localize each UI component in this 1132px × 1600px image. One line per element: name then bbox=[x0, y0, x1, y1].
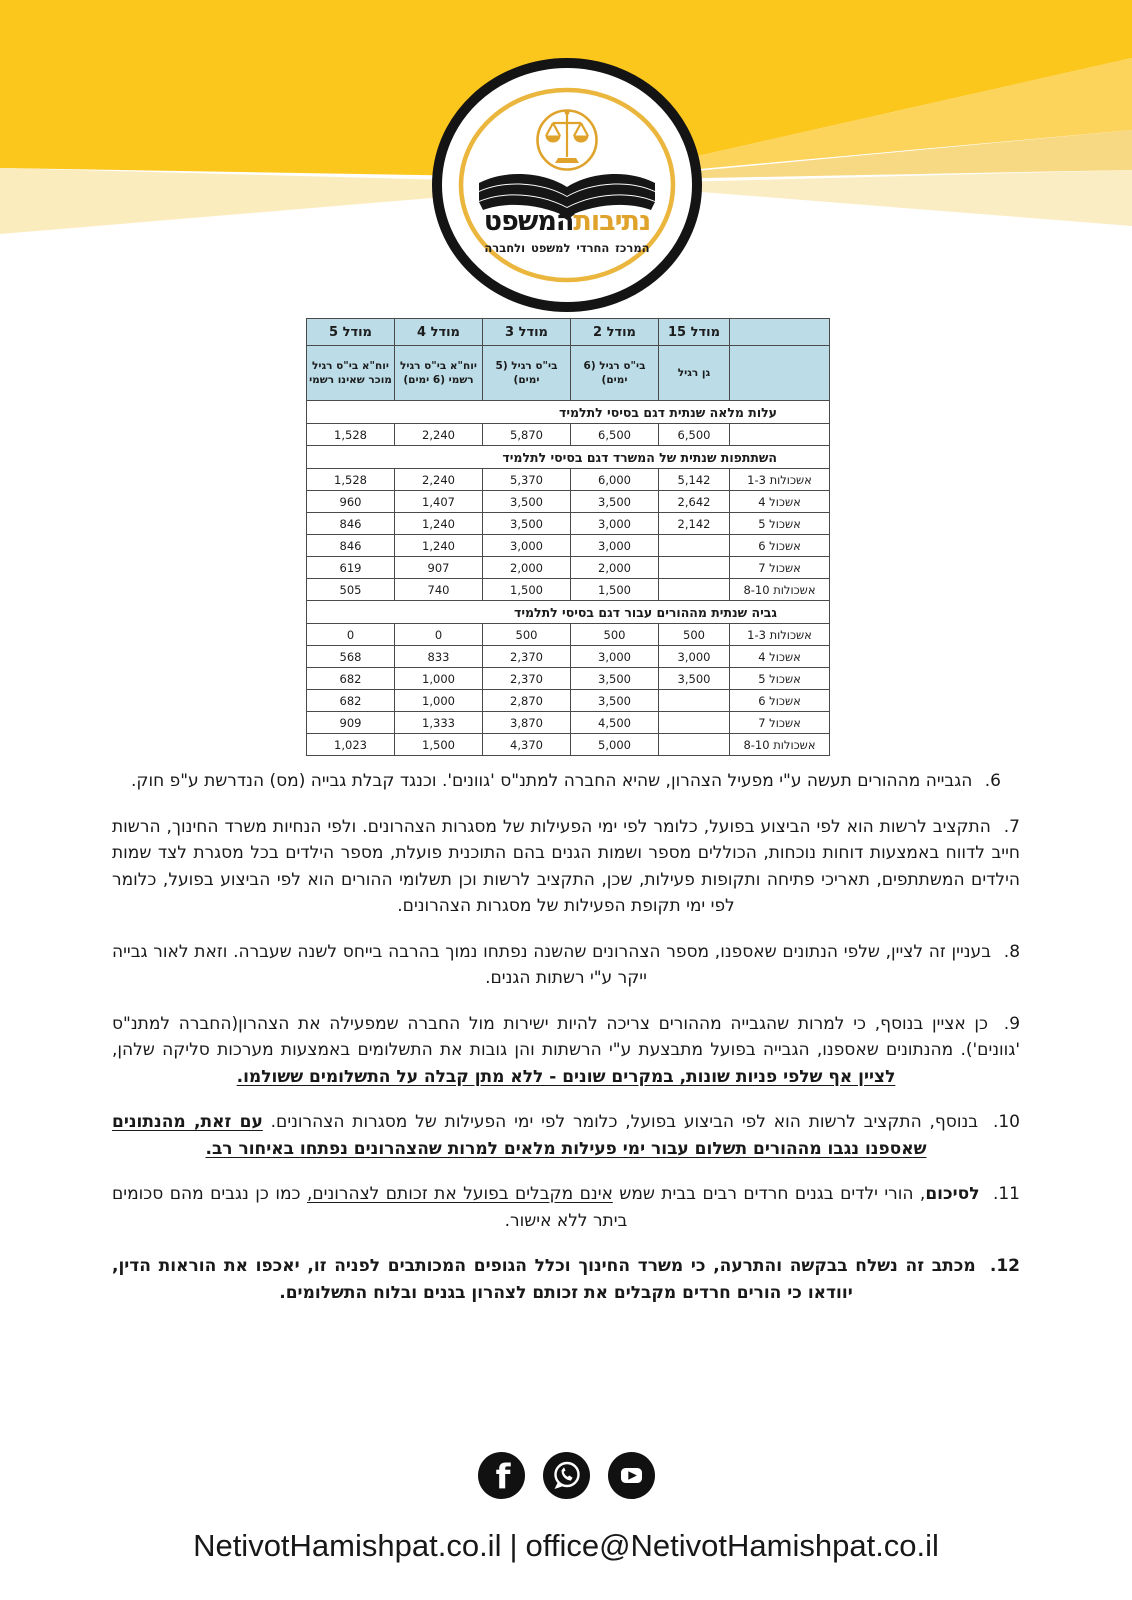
column-subheader: גן רגיל bbox=[659, 346, 730, 401]
paragraph-text: כן אציין בנוסף, כי למרות שהגבייה מההורים צריכה להיות ישירות מול החברה שמפעילה את הצהרון(החברה למתנ"ס 'גוונים'). מהנתונים שאספנו, הגבייה בפועל מתבצעת ע"י הרשתות והן גובות את התשלומים באמצעות מערכות סליקה שלהן, bbox=[112, 1013, 1020, 1060]
column-header: מודל 3 bbox=[483, 319, 571, 346]
value-cell: 909 bbox=[307, 712, 395, 734]
section-title: גביה שנתית מההורים עבור דגם בסיסי לתלמיד bbox=[307, 601, 830, 624]
value-cell: 740 bbox=[395, 579, 483, 601]
value-cell: 3,500 bbox=[483, 513, 571, 535]
row-label: אשכול 4 bbox=[730, 646, 830, 668]
numbered-paragraph bbox=[112, 1181, 1020, 1234]
table-row bbox=[307, 535, 830, 557]
table-header-row bbox=[307, 319, 830, 346]
column-subheader: יוח"א בי"ס רגיל מוכר שאינו רשמי bbox=[307, 346, 395, 401]
paragraph-text: כמו כן נגבים מהם סכומים ביתר ללא אישור. bbox=[112, 1184, 628, 1231]
value-cell: 5,142 bbox=[659, 469, 730, 491]
value-cell: 907 bbox=[395, 557, 483, 579]
value-cell bbox=[659, 535, 730, 557]
column-header bbox=[730, 319, 830, 346]
value-cell: 2,142 bbox=[659, 513, 730, 535]
value-cell: 0 bbox=[307, 624, 395, 646]
value-cell: 2,240 bbox=[395, 469, 483, 491]
table-row bbox=[307, 513, 830, 535]
value-cell: 2,370 bbox=[483, 668, 571, 690]
value-cell: 4,370 bbox=[483, 734, 571, 756]
table-row bbox=[307, 491, 830, 513]
table-section-row bbox=[307, 401, 830, 424]
paragraph-number: 8. bbox=[1003, 941, 1021, 962]
value-cell: 0 bbox=[395, 624, 483, 646]
value-cell: 505 bbox=[307, 579, 395, 601]
value-cell: 5,000 bbox=[571, 734, 659, 756]
numbered-paragraph bbox=[112, 939, 1020, 992]
row-label: אשכול 6 bbox=[730, 535, 830, 557]
section-title: השתתפות שנתית של המשרד דגם בסיסי לתלמיד bbox=[307, 446, 830, 469]
value-cell: 1,500 bbox=[571, 579, 659, 601]
footer-email-link[interactable]: office@NetivotHamishpat.co.il bbox=[525, 1528, 939, 1563]
value-cell: 2,000 bbox=[483, 557, 571, 579]
value-cell: 3,500 bbox=[571, 491, 659, 513]
table-row bbox=[307, 646, 830, 668]
paragraph-text: הגבייה מההורים תעשה ע"י מפעיל הצהרון, שהיא החברה למתנ"ס 'גוונים'. וכנגד קבלת גבייה (מס) הנדרשת ע"פ חוק. bbox=[131, 771, 973, 791]
value-cell: 2,642 bbox=[659, 491, 730, 513]
value-cell: 846 bbox=[307, 535, 395, 557]
paragraph-text: מכתב זה נשלח בבקשה והתרעה, כי משרד החינוך וכלל הגופים המכותבים לפניה זו, יאכפו את הוראות הדין, יוודאו כי הורים חרדים מקבלים את זכותם לצהרון בגנים ובלוח התשלומים. bbox=[112, 1256, 976, 1303]
table-section-row bbox=[307, 446, 830, 469]
value-cell bbox=[659, 579, 730, 601]
value-cell: 1,528 bbox=[307, 469, 395, 491]
value-cell: 1,000 bbox=[395, 668, 483, 690]
footer-contact-line bbox=[0, 1528, 1132, 1564]
column-subheader: בי"ס רגיל (5 ימים) bbox=[483, 346, 571, 401]
paragraph-number: 9. bbox=[1003, 1013, 1021, 1034]
table-row bbox=[307, 668, 830, 690]
paragraph-number: 12. bbox=[989, 1256, 1021, 1276]
paragraph-number: 11. bbox=[992, 1184, 1020, 1204]
row-label: אשכול 5 bbox=[730, 668, 830, 690]
value-cell: 1,023 bbox=[307, 734, 395, 756]
logo-subtitle: המרכז החרדי למשפט ולחברה bbox=[484, 241, 650, 255]
numbered-paragraph bbox=[112, 1109, 1020, 1162]
value-cell: 568 bbox=[307, 646, 395, 668]
value-cell: 3,870 bbox=[483, 712, 571, 734]
table-section-row bbox=[307, 601, 830, 624]
table-row bbox=[307, 579, 830, 601]
value-cell: 1,240 bbox=[395, 535, 483, 557]
column-header: מודל 15 bbox=[659, 319, 730, 346]
value-cell bbox=[659, 690, 730, 712]
value-cell bbox=[659, 734, 730, 756]
value-cell: 3,500 bbox=[483, 491, 571, 513]
value-cell: 846 bbox=[307, 513, 395, 535]
letter-body bbox=[112, 768, 1020, 1325]
social-icons bbox=[0, 1452, 1132, 1499]
table-row bbox=[307, 712, 830, 734]
value-cell: 1,500 bbox=[395, 734, 483, 756]
row-label: אשכולות 1-3 bbox=[730, 469, 830, 491]
value-cell: 3,500 bbox=[571, 690, 659, 712]
row-label: אשכולות 1-3 bbox=[730, 624, 830, 646]
paragraph-text: עם זאת, מהנתונים שאספנו נגבו מההורים תשלום עבור ימי פעילות מלאים למרות שהצהרונים נפתחו באיחור רב. bbox=[112, 1112, 927, 1159]
youtube-icon[interactable] bbox=[608, 1452, 655, 1499]
value-cell: 6,500 bbox=[571, 424, 659, 446]
paragraph-text: אינם מקבלים בפועל את זכותם לצהרונים, bbox=[306, 1184, 613, 1204]
value-cell: 960 bbox=[307, 491, 395, 513]
paragraph-text: לציין אף שלפי פניות שונות, במקרים שונים - ללא מתן קבלה על התשלומים ששולמו. bbox=[236, 1066, 896, 1087]
row-label bbox=[730, 424, 830, 446]
value-cell: 833 bbox=[395, 646, 483, 668]
value-cell: 500 bbox=[483, 624, 571, 646]
value-cell: 3,000 bbox=[571, 513, 659, 535]
paragraph-text: בנוסף, התקציב לרשות הוא לפי הביצוע בפועל, כלומר לפי ימי הפעילות של מסגרות הצהרונים. bbox=[262, 1112, 979, 1132]
table-row bbox=[307, 734, 830, 756]
paragraph-text: , הורי ילדים בגנים חרדים רבים בבית שמש bbox=[612, 1184, 926, 1204]
column-header: מודל 5 bbox=[307, 319, 395, 346]
value-cell: 4,500 bbox=[571, 712, 659, 734]
table-row bbox=[307, 469, 830, 491]
row-label: אשכול 6 bbox=[730, 690, 830, 712]
whatsapp-icon[interactable] bbox=[543, 1452, 590, 1499]
value-cell: 3,000 bbox=[659, 646, 730, 668]
logo-title-gold: נתיבות bbox=[573, 206, 651, 237]
value-cell: 6,000 bbox=[571, 469, 659, 491]
value-cell: 3,000 bbox=[483, 535, 571, 557]
value-cell bbox=[659, 557, 730, 579]
value-cell: 6,500 bbox=[659, 424, 730, 446]
table-row bbox=[307, 424, 830, 446]
column-subheader: יוח"א בי"ס רגיל רשמי (6 ימים) bbox=[395, 346, 483, 401]
value-cell: 1,000 bbox=[395, 690, 483, 712]
value-cell: 682 bbox=[307, 690, 395, 712]
value-cell: 1,407 bbox=[395, 491, 483, 513]
paragraph-text: בעניין זה לציין, שלפי הנתונים שאספנו, מספר הצהרונים שהשנה נפתחו נמוך בהרבה בייחס לשנה שעברה. וזאת לאור גבייה ייקר ע"י רשתות הגנים. bbox=[112, 941, 992, 988]
value-cell: 500 bbox=[659, 624, 730, 646]
value-cell: 5,870 bbox=[483, 424, 571, 446]
pricing-table-wrapper bbox=[306, 318, 830, 756]
pricing-table bbox=[306, 318, 830, 756]
paragraph-text: התקציב לרשות הוא לפי הביצוע בפועל, כלומר לפי ימי הפעילות של מסגרות הצהרונים. ולפי הנחיות משרד החינוך, הרשות חייב לדווח באמצעות דוחות נוכחות, הכוללים מספר ושמות הגנים בהם התוכנית פועלת, מספר הילדים בכל מסגרת לצד שמות הילדים המשתתפים, תאריכי פתיחה ותקופות פעילות, שכן, התקציב לרשות וכן תשלומי ההורים הוא לפי הביצוע בפועל, כלומר לפי ימי תקופת הפעילות של מסגרות הצהרונים. bbox=[112, 816, 1020, 916]
section-title: עלות מלאה שנתית דגם בסיסי לתלמיד bbox=[307, 401, 830, 424]
paragraph-text: לסיכום bbox=[925, 1184, 980, 1204]
value-cell: 1,240 bbox=[395, 513, 483, 535]
paragraph-number: 7. bbox=[1003, 816, 1020, 837]
column-subheader bbox=[730, 346, 830, 401]
value-cell: 2,870 bbox=[483, 690, 571, 712]
numbered-paragraph bbox=[112, 814, 1020, 920]
row-label: אשכול 5 bbox=[730, 513, 830, 535]
value-cell: 2,240 bbox=[395, 424, 483, 446]
value-cell: 3,000 bbox=[571, 535, 659, 557]
value-cell: 1,528 bbox=[307, 424, 395, 446]
column-subheader: בי"ס רגיל (6 ימים) bbox=[571, 346, 659, 401]
row-label: אשכולות 8-10 bbox=[730, 579, 830, 601]
column-header: מודל 4 bbox=[395, 319, 483, 346]
value-cell: 500 bbox=[571, 624, 659, 646]
table-row bbox=[307, 624, 830, 646]
value-cell bbox=[659, 712, 730, 734]
numbered-paragraph bbox=[112, 1253, 1020, 1306]
table-row bbox=[307, 557, 830, 579]
table-row bbox=[307, 690, 830, 712]
row-label: אשכול 7 bbox=[730, 557, 830, 579]
footer-separator: | bbox=[509, 1528, 518, 1563]
row-label: אשכולות 8-10 bbox=[730, 734, 830, 756]
logo-title bbox=[447, 206, 687, 237]
organization-logo bbox=[437, 63, 697, 307]
logo-title-black: המשפט bbox=[483, 206, 574, 237]
paragraph-number: 10. bbox=[992, 1112, 1020, 1132]
value-cell: 3,500 bbox=[659, 668, 730, 690]
value-cell: 1,333 bbox=[395, 712, 483, 734]
row-label: אשכול 4 bbox=[730, 491, 830, 513]
row-label: אשכול 7 bbox=[730, 712, 830, 734]
numbered-paragraph bbox=[112, 1011, 1020, 1091]
value-cell: 5,370 bbox=[483, 469, 571, 491]
value-cell: 2,000 bbox=[571, 557, 659, 579]
facebook-icon[interactable] bbox=[478, 1452, 525, 1499]
header-banner bbox=[0, 0, 1132, 330]
footer-website-link[interactable]: NetivotHamishpat.co.il bbox=[193, 1528, 502, 1563]
column-header: מודל 2 bbox=[571, 319, 659, 346]
value-cell: 3,000 bbox=[571, 646, 659, 668]
paragraph-number: 6. bbox=[984, 771, 1001, 791]
table-subheader-row bbox=[307, 346, 830, 401]
logo-outer-ring bbox=[437, 63, 697, 307]
svg-text:f: f bbox=[495, 1457, 510, 1498]
value-cell: 1,500 bbox=[483, 579, 571, 601]
value-cell: 3,500 bbox=[571, 668, 659, 690]
numbered-paragraph bbox=[112, 768, 1020, 795]
value-cell: 682 bbox=[307, 668, 395, 690]
value-cell: 619 bbox=[307, 557, 395, 579]
value-cell: 2,370 bbox=[483, 646, 571, 668]
